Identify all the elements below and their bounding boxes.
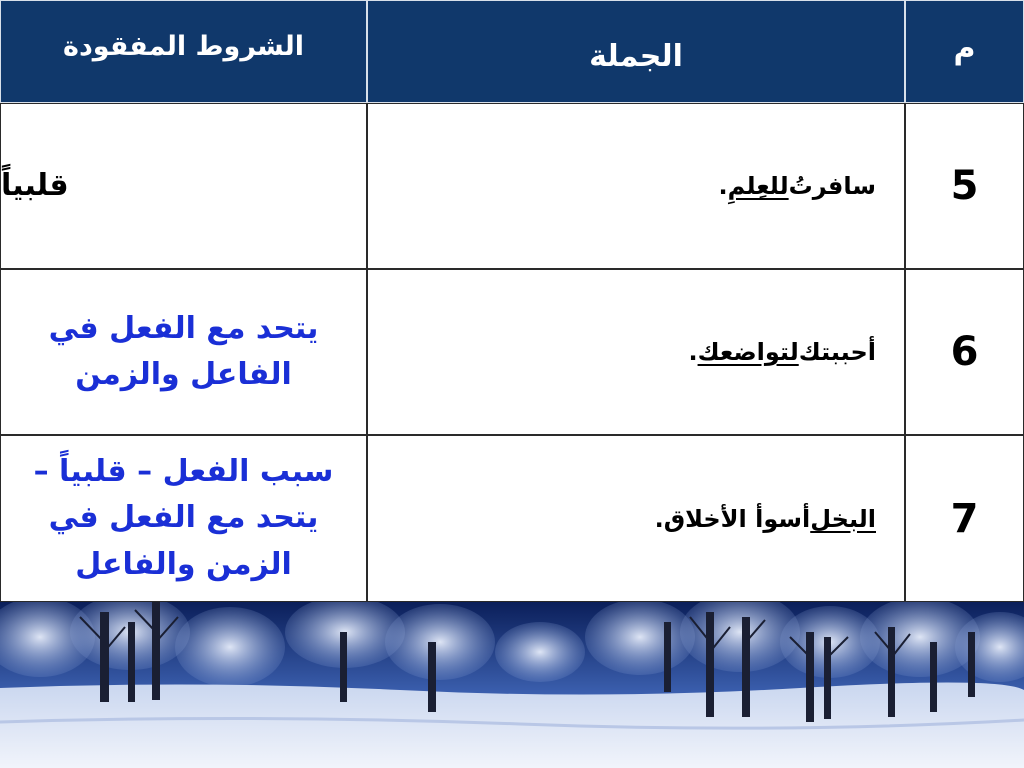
header-number: م <box>905 0 1024 103</box>
header-sentence: الجملة <box>367 0 905 103</box>
row-7-sentence <box>367 435 905 602</box>
row-5-sentence <box>367 103 905 269</box>
row-7-sentence-underlined: البخل <box>810 504 876 533</box>
row-7-missing-line-2: يتحد مع الفعل في <box>48 500 319 536</box>
row-5-sentence-before: سافرتُ <box>788 172 876 200</box>
row-5-missing <box>0 103 367 269</box>
row-5-number: 5 <box>905 103 1024 269</box>
row-6-missing <box>0 269 367 435</box>
row-6-sentence-before: أحببتك <box>798 338 876 366</box>
row-5-sentence-underlined: للعِلمِ <box>727 172 789 200</box>
row-6-number: 6 <box>905 269 1024 435</box>
row-7-sentence-after: أسوأ الأخلاق. <box>654 504 811 533</box>
row-5-missing-line-1: قلبياً <box>1 167 69 203</box>
row-6-sentence-underlined: لتواضعك <box>697 338 799 366</box>
header-missing-conditions: الشروط المفقودة <box>0 0 367 103</box>
row-6-missing-line-1: يتحد مع الفعل في <box>48 310 319 346</box>
row-6-sentence <box>367 269 905 435</box>
row-6-missing-line-2: الفاعل والزمن <box>75 357 292 392</box>
row-7-number: 7 <box>905 435 1024 602</box>
winter-landscape-image <box>0 602 1024 768</box>
row-7-missing-line-3: الزمن والفاعل <box>75 546 292 582</box>
row-6-sentence-after: . <box>688 338 698 366</box>
row-7-missing <box>0 435 367 602</box>
row-7-missing-line-1: سبب الفعل – قلبياً – <box>33 453 334 489</box>
row-5-sentence-after: . <box>718 172 728 200</box>
